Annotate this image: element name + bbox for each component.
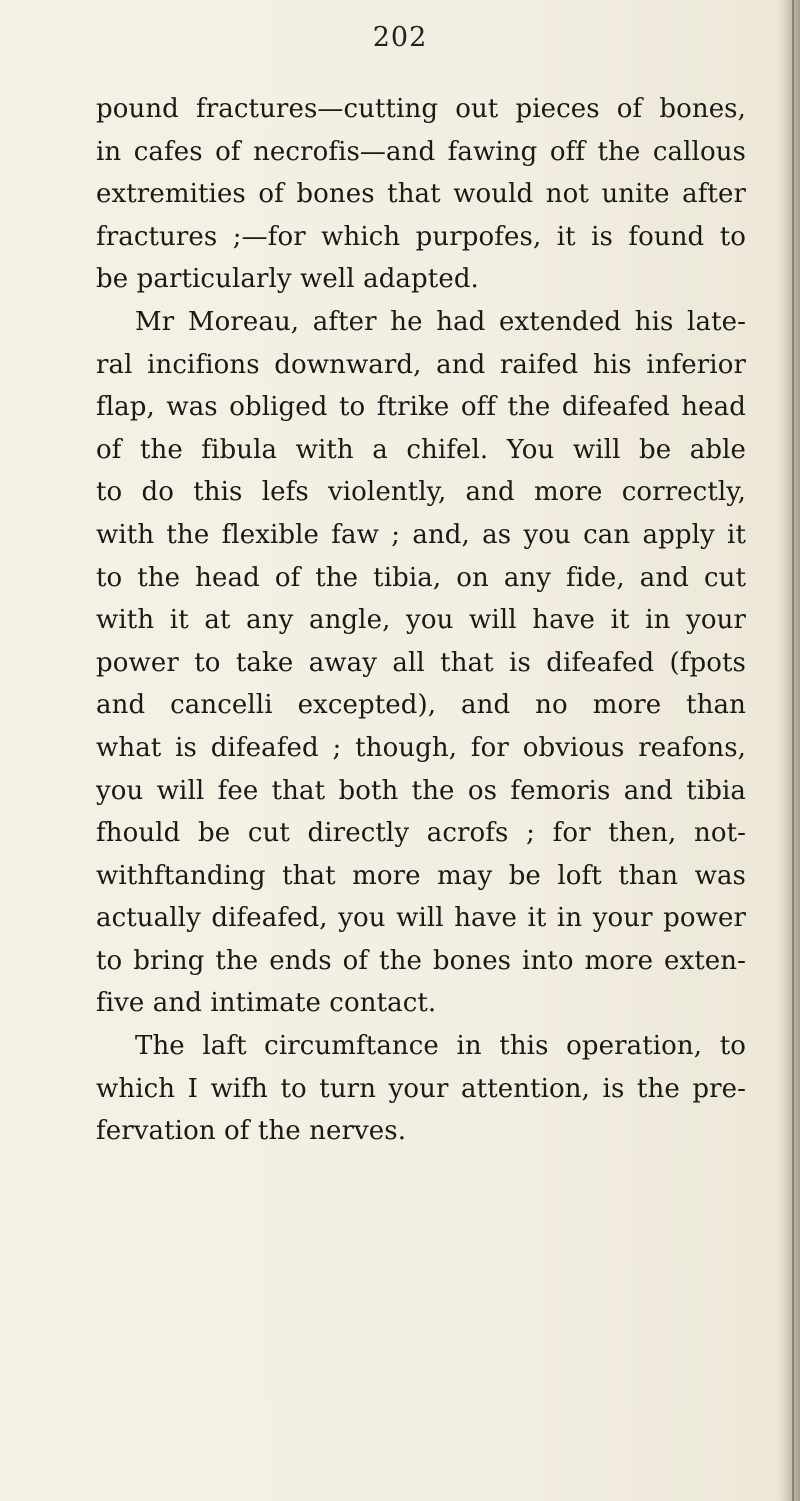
text-line: be particularly well adapted. bbox=[96, 264, 479, 295]
text-line: to the head of the tibia, on any fide, and cut bbox=[96, 562, 746, 593]
text-line: to do this lefs violently, and more correctly, bbox=[96, 477, 746, 508]
text-line: in cafes of necrofis—and fawing off the callous bbox=[96, 136, 746, 167]
text-line: pound fractures—cutting out pieces of bones, bbox=[96, 94, 746, 124]
body-text bbox=[96, 88, 746, 1153]
text-line: fhould be cut directly acrofs ; for then, not- bbox=[96, 818, 746, 849]
text-line: of the fibula with a chifel. You will be able bbox=[96, 434, 746, 465]
text-line: you will fee that both the os femoris and tibia bbox=[96, 775, 746, 806]
text-line: The laft circumftance in this operation, to bbox=[135, 1031, 746, 1062]
text-line: five and intimate contact. bbox=[96, 988, 437, 1019]
text-line: what is difeafed ; though, for obvious reafons, bbox=[96, 732, 746, 763]
text-line: extremities of bones that would not unite after bbox=[96, 179, 746, 210]
text-line: to bring the ends of the bones into more exten- bbox=[96, 945, 746, 976]
text-line: fractures ;—for which purpofes, it is found to bbox=[96, 221, 746, 252]
text-line: and cancelli excepted), and no more than bbox=[96, 690, 746, 721]
text-line: which I wifh to turn your attention, is the pre- bbox=[96, 1073, 746, 1104]
text-line: power to take away all that is difeafed (fpots bbox=[96, 647, 746, 678]
text-line: with it at any angle, you will have it in your bbox=[96, 605, 746, 636]
page-number: 202 bbox=[372, 22, 428, 53]
text-line: actually difeafed, you will have it in your power bbox=[96, 903, 746, 934]
page-edge-shadow bbox=[778, 0, 800, 1501]
text-line: with the flexible faw ; and, as you can apply it bbox=[96, 519, 746, 550]
text-line: withftanding that more may be loft than was bbox=[96, 860, 746, 891]
page-edge-line bbox=[792, 0, 794, 1501]
text-line: Mr Moreau, after he had extended his late- bbox=[135, 306, 746, 337]
text-line: flap, was obliged to ftrike off the difeafed head bbox=[96, 392, 746, 423]
text-line: fervation of the nerves. bbox=[96, 1116, 407, 1147]
text-line: ral incifions downward, and raifed his inferior bbox=[96, 349, 746, 380]
